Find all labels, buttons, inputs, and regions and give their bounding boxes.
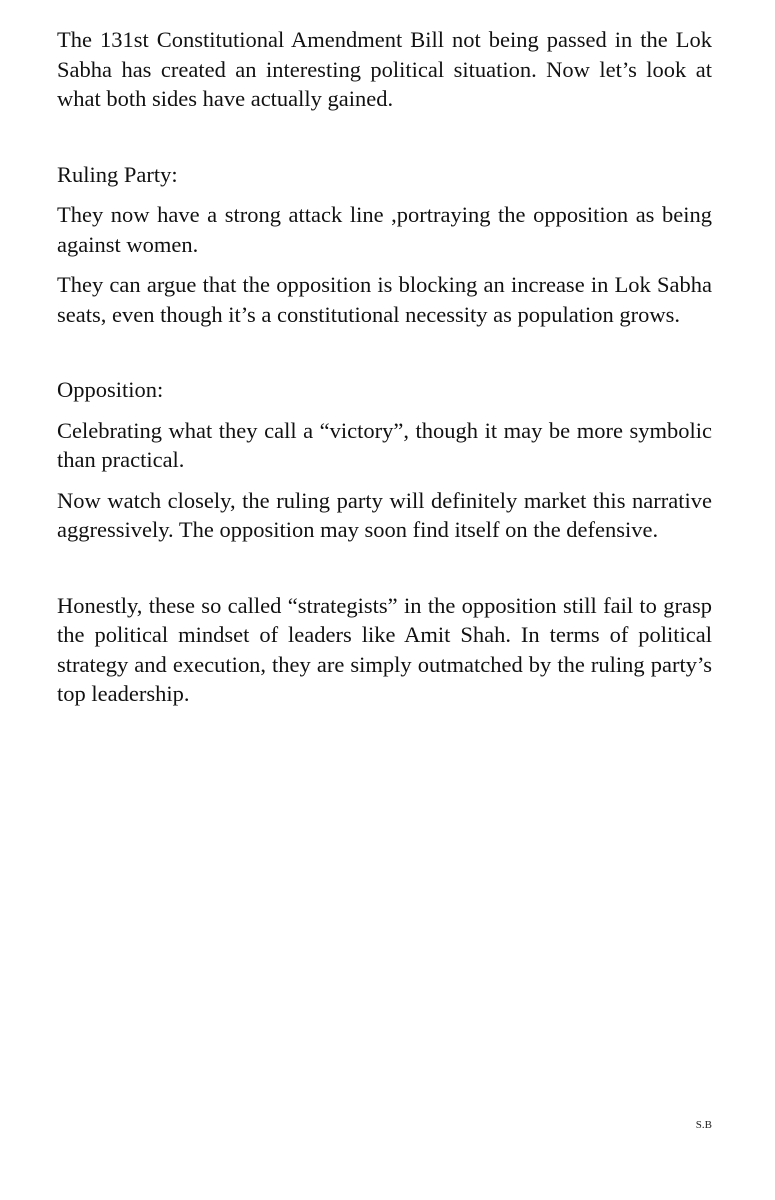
author-signature: S.B (695, 1119, 712, 1131)
paragraph-spacer (57, 259, 712, 270)
ruling-party-heading: Ruling Party: (57, 161, 178, 187)
ruling-party-point-1: They now have a strong attack line ,portraying the opposition as being against women. (57, 202, 712, 257)
paragraph-spacer (57, 189, 712, 200)
section-spacer (57, 545, 712, 591)
paragraph-spacer (57, 475, 712, 486)
conclusion-paragraph: Honestly, these so called “strategists” in the opposition still fail to grasp the political mindset of leaders like Amit Shah. In terms of political strategy and execution, they are simply outmatched by the ruling party’s top leadership. (57, 592, 712, 706)
section-spacer (57, 114, 712, 160)
opposition-heading: Opposition: (57, 377, 164, 402)
document-body (57, 25, 712, 709)
section-spacer (57, 329, 712, 375)
intro-paragraph: The 131st Constitutional Amendment Bill not being passed in the Lok Sabha has created an interesting political situation. Now let’s look at what both sides have actually gained. (57, 27, 712, 111)
opposition-point-2: Now watch closely, the ruling party will definitely market this narrative aggressively. The opposition may soon find itself on the defensive. (57, 487, 712, 542)
opposition-point-1: Celebrating what they call a “victory”, though it may be more symbolic than practical. (57, 417, 712, 472)
ruling-party-point-2: They can argue that the opposition is blocking an increase in Lok Sabha seats, even though it’s a constitutional necessity as population grows. (57, 272, 712, 327)
paragraph-spacer (57, 405, 712, 416)
